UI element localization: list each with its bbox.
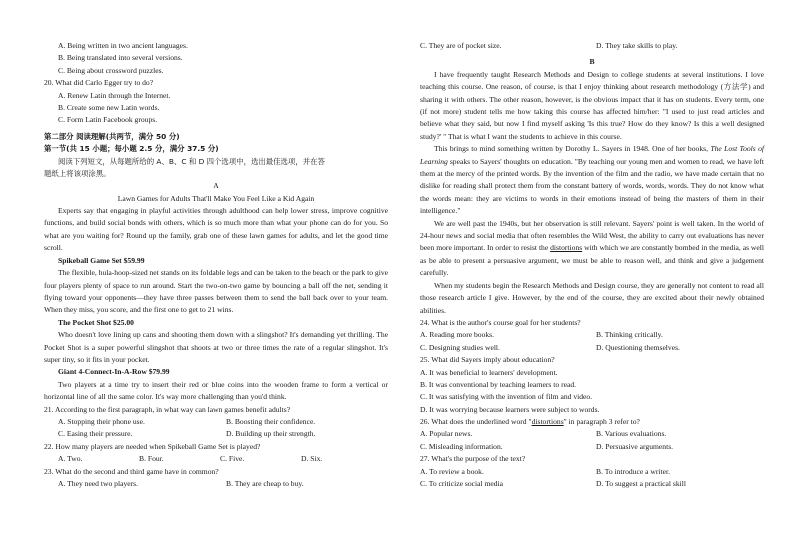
game2-paragraph: Who doesn't love lining up cans and shooting them down with a slingshot? It's demanding yet thrilling. The Pocket Shot is a super powerful slingshot that shoots at two or three times the rate of a regular slingshot. It's super tiny, so it fits in your pocket. xyxy=(44,330,388,364)
p3-text-a: We are well past the 1940s, but her observation is still relevant. Sayers' point is well taken. In the world of 24-hour news and social media that often resembles the Wild West, the ability to carry out evaluations has never been more important. In order to resist the xyxy=(420,218,764,253)
game2-title: The Pocket Shot $25.00 xyxy=(58,317,134,327)
q20-option-a: A. Renew Latin through the Internet. xyxy=(58,90,171,100)
q24-option-b: B. Thinking critically. xyxy=(596,330,663,340)
q27-option-c: C. To criticize social media xyxy=(420,479,504,489)
q21-stem: 21. According to the first paragraph, in what way can lawn games benefit adults? xyxy=(44,404,291,414)
q22-option-b: B. Four. xyxy=(139,454,164,464)
q24-stem: 24. What is the author's course goal for her students? xyxy=(420,317,581,327)
q26-option-d: D. Persuasive arguments. xyxy=(596,441,674,451)
q27-option-b: B. To introduce a writer. xyxy=(596,466,670,476)
right-column xyxy=(420,40,764,490)
q19-option-c: C. Being about crossword puzzles. xyxy=(58,65,164,75)
q27-option-a: A. To review a book. xyxy=(420,466,484,476)
q26-stem xyxy=(420,416,764,428)
passage-b-paragraph-1: I have frequently taught Research Methods and Design to college students at several institutions. I love teaching this course. One reason, of course, is that I enjoy thinking about research methodology (方法学) and sharing it with others. The other reason, however, is the obvious impact that it has on students. Every term, one (if not more) student tells me how taking this course has affected him/her: "I used to just read articles and believe what they said, but now I find myself asking 'Is this true? How do they know? Is this a well designed study?' " That is what I want the students to achieve in this course. xyxy=(420,69,764,141)
p3-text-b: with which we are constantly bombed in the media, as well as be able to present a persuasive argument, we must be able to reason well, and think and give a judgement carefully. xyxy=(420,243,764,278)
q23-stem: 23. What do the second and third game have in common? xyxy=(44,466,219,476)
q22-option-c: C. Five. xyxy=(220,454,245,464)
intro-paragraph: Experts say that engaging in playful activities through adulthood can help lower stress, improve cognitive functions, and build social bonds with others, which is so much more than what your phone can do for you. So what are you waiting for? Round up the family, grab one of these lawn games for adults, and let the good time scroll. xyxy=(44,206,388,253)
game3-title: Giant 4-Connect-In-A-Row $79.99 xyxy=(58,367,170,377)
q23-option-c: C. They are of pocket size. xyxy=(420,41,502,50)
q25-option-a: A. It was beneficial to learners' development. xyxy=(420,367,558,377)
q24-option-a: A. Reading more books. xyxy=(420,330,495,340)
q26-underlined-word: distortions xyxy=(531,417,564,427)
q23-option-d: D. They take skills to play. xyxy=(596,41,678,50)
game3-paragraph: Two players at a time try to insert their red or blue coins into the wooden frame to form a vertical or horizontal line of all the same color. It's way more challenging than you'd think. xyxy=(44,379,388,402)
instructions-line-2: 题纸上将该项涂黑。 xyxy=(44,168,111,178)
passage-b-paragraph-4: When my students begin the Research Methods and Design course, they are generally not content to read all those research article I give. However, by the end of the course, they are excited about their newly obtained abilities. xyxy=(420,280,764,315)
q25-option-d: D. It was worrying because learners were subject to words. xyxy=(420,404,600,414)
passage-b-paragraph-3 xyxy=(420,218,764,280)
q25-stem: 25. What did Sayers imply about education? xyxy=(420,355,555,365)
q26-stem-a: 26. What does the underlined word " xyxy=(420,417,532,427)
q20-stem: 20. What did Carlo Egger try to do? xyxy=(44,78,154,88)
q23-option-a: A. They need two players. xyxy=(58,478,138,488)
q21-option-c: C. Easing their pressure. xyxy=(58,429,133,439)
q26-option-a: A. Popular news. xyxy=(420,429,473,439)
game1-title: Spikeball Game Set $59.99 xyxy=(58,255,145,265)
q19-option-b: B. Being translated into several versions. xyxy=(58,53,183,63)
q24-option-d: D. Questioning themselves. xyxy=(596,342,680,352)
q21-option-d: D. Building up their strength. xyxy=(226,429,316,439)
p2-text-a: This brings to mind something written by Dorothy L. Sayers in 1948. One of her books, xyxy=(434,144,708,154)
passage-a-title: Lawn Games for Adults That'll Make You Feel Like a Kid Again xyxy=(117,193,315,203)
q22-stem: 22. How many players are needed when Spikeball Game Set is played? xyxy=(44,441,261,451)
left-column xyxy=(44,40,388,490)
q20-option-c: C. Form Latin Facebook groups. xyxy=(58,115,158,125)
q24-option-c: C. Designing studies well. xyxy=(420,342,500,352)
q19-option-a: A. Being written in two ancient languages. xyxy=(58,41,188,50)
instructions-line-1: 阅读下列短文，从每题所给的 A、B、C 和 D 四个选项中，选出最佳选项，并在答 xyxy=(58,156,325,166)
book-title: The Lost Tools of Learning xyxy=(420,144,764,166)
passage-a-label: A xyxy=(213,181,219,191)
q21-option-b: B. Boosting their confidence. xyxy=(226,416,316,426)
q20-option-b: B. Create some new Latin words. xyxy=(58,102,160,112)
q27-stem: 27. What's the purpose of the text? xyxy=(420,454,526,464)
q26-option-c: C. Misleading information. xyxy=(420,441,503,451)
q25-option-b: B. It was conventional by teaching learners to read. xyxy=(420,379,577,389)
q22-option-a: A. Two. xyxy=(58,454,83,464)
passage-b-label: B xyxy=(589,57,595,67)
q27-option-d: D. To suggest a practical skill xyxy=(596,479,687,489)
q26-option-b: B. Various evaluations. xyxy=(596,429,667,439)
q21-option-a: A. Stopping their phone use. xyxy=(58,416,145,426)
q22-option-d: D. Six. xyxy=(301,454,323,464)
q26-stem-b: " in paragraph 3 refer to? xyxy=(563,417,640,427)
underlined-word: distortions xyxy=(550,243,583,253)
q25-option-c: C. It was satisfying with the invention of film and video. xyxy=(420,392,593,402)
part2-title: 第二部分 阅读理解(共两节，满分 50 分) xyxy=(44,131,180,141)
p2-text-b: speaks to Sayers' thoughts on education. "By teaching our young men and women to read, we have left them at the mercy of the printed words. By the invention of the film and the radio, we have made certain that no dislike for reading shall protect them from the constant battery of words, words, words. They do not know what the words mean: they are victims to words in their emotions instead of being the masters of them in their intelligence." xyxy=(420,156,764,216)
game1-paragraph: The flexible, hula-hoop-sized net stands on its foldable legs and can be taken to the beach or the park to give four players plenty of space to run around. Start the two-on-two game by bouncing a ball off the net, sending it flying toward your opponents—they have three passes between them to send the ball back over to your team. When they miss, you score, and the first one to get to 21 wins. xyxy=(44,268,389,315)
q23-option-b: B. They are cheap to buy. xyxy=(226,478,304,488)
passage-b-paragraph-2 xyxy=(420,143,764,217)
section1-title: 第一节(共 15 小题；每小题 2.5 分，满分 37.5 分) xyxy=(44,144,219,154)
